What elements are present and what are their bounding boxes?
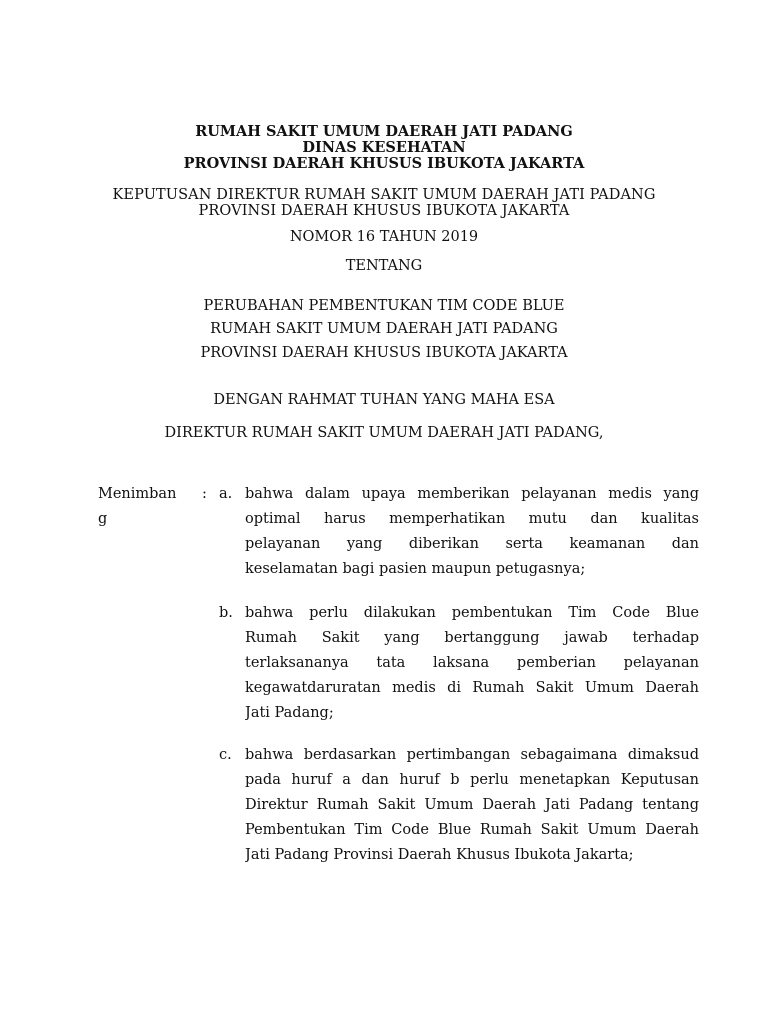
decree-about-label: TENTANG <box>345 258 423 274</box>
item-b-line: terlaksananya tata laksana pemberian pelayanan <box>245 655 699 671</box>
item-c-line: pada huruf a dan huruf b perlu menetapkan Keputusan <box>245 772 699 788</box>
item-b-line: Jati Padang; <box>245 705 334 721</box>
item-b-line: Rumah Sakit yang bertanggung jawab terhadap <box>245 630 699 646</box>
decree-subject-line3: PROVINSI DAERAH KHUSUS IBUKOTA JAKARTA <box>200 345 568 361</box>
considering-label <box>98 482 186 532</box>
decree-blessing: DENGAN RAHMAT TUHAN YANG MAHA ESA <box>213 392 555 408</box>
item-a-line: bahwa dalam upaya memberikan pelayanan medis yang <box>245 486 699 502</box>
item-c-line: Pembentukan Tim Code Blue Rumah Sakit Umum Daerah <box>245 822 699 838</box>
item-c-line: Direktur Rumah Sakit Umum Daerah Jati Padang tentang <box>245 797 699 813</box>
decree-issuer: DIREKTUR RUMAH SAKIT UMUM DAERAH JATI PADANG, <box>164 425 604 441</box>
item-a-mark: a. <box>219 486 233 502</box>
considering-label-line2: g <box>98 511 108 527</box>
considering-colon: : <box>202 486 207 502</box>
item-b-text <box>245 601 699 726</box>
item-c-line: Jati Padang Provinsi Daerah Khusus Ibukota Jakarta; <box>245 847 634 863</box>
header-department: DINAS KESEHATAN <box>302 139 466 156</box>
item-a-line: pelayanan yang diberikan serta keamanan dan <box>245 536 699 552</box>
item-c-text <box>245 743 699 868</box>
considering-label-line1: Menimban <box>98 486 177 502</box>
item-c-mark: c. <box>219 747 232 763</box>
item-a-line: optimal harus memperhatikan mutu dan kualitas <box>245 511 699 527</box>
header-hospital-name: RUMAH SAKIT UMUM DAERAH JATI PADANG <box>195 123 573 140</box>
decree-title-line2: PROVINSI DAERAH KHUSUS IBUKOTA JAKARTA <box>198 203 570 219</box>
header-province: PROVINSI DAERAH KHUSUS IBUKOTA JAKARTA <box>183 155 585 172</box>
decree-title-line1: KEPUTUSAN DIREKTUR RUMAH SAKIT UMUM DAERAH JATI PADANG <box>112 187 656 203</box>
item-b-mark: b. <box>219 605 233 621</box>
decree-subject-line1: PERUBAHAN PEMBENTUKAN TIM CODE BLUE <box>203 298 565 314</box>
item-b-line: kegawatdaruratan medis di Rumah Sakit Umum Daerah <box>245 680 699 696</box>
item-c-line: bahwa berdasarkan pertimbangan sebagaimana dimaksud <box>245 747 699 763</box>
item-a-line: keselamatan bagi pasien maupun petugasnya; <box>245 561 586 577</box>
decree-number: NOMOR 16 TAHUN 2019 <box>289 229 479 245</box>
item-b-line: bahwa perlu dilakukan pembentukan Tim Code Blue <box>245 605 699 621</box>
decree-subject-line2: RUMAH SAKIT UMUM DAERAH JATI PADANG <box>210 321 558 337</box>
item-a-text <box>245 482 699 582</box>
